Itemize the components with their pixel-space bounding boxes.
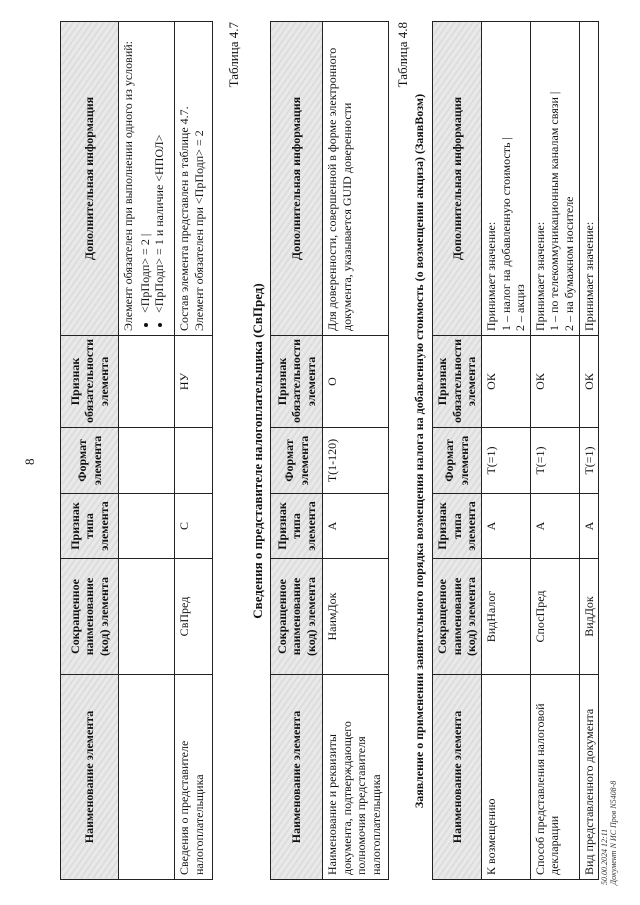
cell-type: А (579, 494, 599, 559)
cell-type: С (175, 494, 213, 559)
table-title: Заявление о применении заявительного порядка возмещения налога на добавленную стоимость (о возмещении акциза) (ЗаявВозм) (412, 93, 426, 809)
header-info: Дополнительная информация (271, 22, 323, 336)
cell-format: T(=1) (579, 428, 599, 494)
cell-info (175, 22, 213, 336)
table-row (530, 22, 579, 880)
cell-required (119, 336, 175, 428)
table-continuation (60, 21, 213, 880)
header-type: Признак типа элемента (433, 494, 482, 559)
header-code: Сокращенное наименование (код) элемента (271, 559, 323, 675)
table-caption: Таблица 4.7 (226, 22, 241, 88)
header-required: Признак обязательности элемента (271, 336, 323, 428)
table-row (323, 22, 389, 880)
info-line: Элемент обязателен при <ПрПодп> = 2 (191, 130, 206, 331)
cell-format: T(1-120) (323, 428, 389, 494)
table-zayavvozm (432, 21, 599, 880)
cell-required: НУ (175, 336, 213, 428)
cell-required: ОК (481, 336, 530, 428)
table-header-row (433, 22, 482, 880)
header-type: Признак типа элемента (61, 494, 119, 559)
document-stamp (600, 781, 618, 885)
info-line: 1 – налог на добавленную стоимость | (498, 137, 513, 331)
cell-code: ВидНалог (481, 559, 530, 675)
header-required: Признак обязательности элемента (433, 336, 482, 428)
table-svpred (270, 21, 389, 880)
cell-name: К возмещению (481, 675, 530, 880)
table-header-row (271, 22, 323, 880)
list-item: • <ПрПодп> = 2 | (138, 26, 153, 313)
cell-required: О (323, 336, 389, 428)
cell-code: СпосПред (530, 559, 579, 675)
info-line: Элемент обязателен при выполнении одного из условий: (121, 40, 135, 331)
header-name: Наименование элемента (271, 675, 323, 880)
cell-name: Сведения о представителе налогоплательщика (175, 675, 213, 880)
cell-info: Для доверенности, совершенной в форме электронного документа, указывается GUID доверенности (323, 22, 389, 336)
info-line: Состав элемента представлен в таблице 4.7. (177, 106, 191, 331)
condition-list (138, 26, 167, 331)
cell-name: Способ представления налоговой декларации (530, 675, 579, 880)
cell-format (119, 428, 175, 494)
header-required: Признак обязательности элемента (61, 336, 119, 428)
cell-type: А (530, 494, 579, 559)
table-caption: Таблица 4.8 (395, 22, 410, 88)
cell-info: Принимает значение: (579, 22, 599, 336)
cell-info (481, 22, 530, 336)
cell-code: ВидДок (579, 559, 599, 675)
stamp-line: Документ N ИС Пров N5408-8 (609, 780, 619, 885)
info-line: 2 – акциз (513, 284, 528, 331)
header-info: Дополнительная информация (433, 22, 482, 336)
page-number: 8 (22, 458, 37, 465)
cell-type (119, 494, 175, 559)
info-line: 2 – на бумажном носителе (562, 196, 576, 331)
info-line: Принимает значение: (483, 221, 498, 331)
cell-required: ОК (579, 336, 599, 428)
cell-type: А (323, 494, 389, 559)
header-format: Формат элемента (433, 428, 482, 494)
cell-name: Вид представленного документа (579, 675, 599, 880)
cell-format: T(=1) (481, 428, 530, 494)
cell-required: ОК (530, 336, 579, 428)
header-info: Дополнительная информация (61, 22, 119, 336)
cell-code: НаимДок (323, 559, 389, 675)
header-name: Наименование элемента (61, 675, 119, 880)
header-format: Формат элемента (271, 428, 323, 494)
table-row (579, 22, 599, 880)
info-line: 1 – по телекоммуникационным каналам связи | (547, 91, 562, 331)
cell-format (175, 428, 213, 494)
header-format: Формат элемента (61, 428, 119, 494)
table-row (119, 22, 175, 880)
info-line: Принимает значение: (532, 221, 547, 331)
cell-name: Наименование и реквизиты документа, подтверждающего полномочия представителя налогоплательщика (323, 675, 389, 880)
cell-name (119, 675, 175, 880)
cell-format: T(=1) (530, 428, 579, 494)
table-row (175, 22, 213, 880)
cell-info (530, 22, 579, 336)
list-item: • <ПрПодп> = 1 и наличие <НПОЛ> (152, 26, 167, 313)
table-header-row (61, 22, 119, 880)
stamp-line: 50.00.2024 12:11 (600, 828, 609, 885)
header-code: Сокращенное наименование (код) элемента (61, 559, 119, 675)
cell-info (119, 22, 175, 336)
header-name: Наименование элемента (433, 675, 482, 880)
table-title: Сведения о представителе налогоплательщика (СвПред) (250, 283, 265, 619)
cell-code (119, 559, 175, 675)
header-type: Признак типа элемента (271, 494, 323, 559)
table-row (481, 22, 530, 880)
cell-type: А (481, 494, 530, 559)
header-code: Сокращенное наименование (код) элемента (433, 559, 482, 675)
cell-code: СвПред (175, 559, 213, 675)
